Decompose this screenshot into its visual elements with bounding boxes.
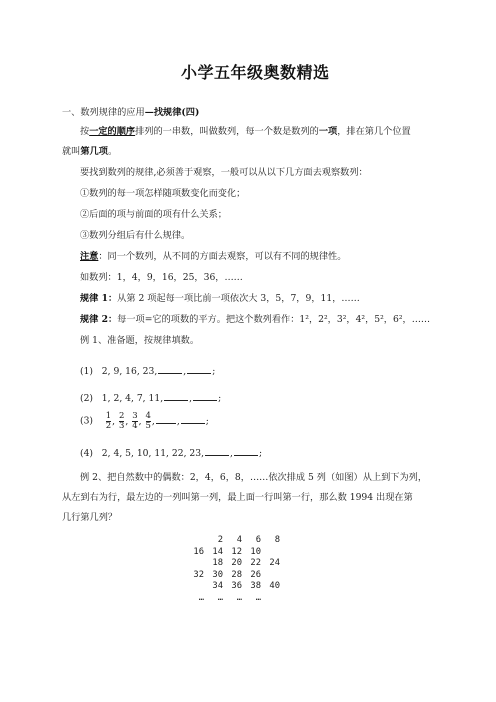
table-cell: … — [198, 592, 204, 603]
rule-2-text: 每一项=它的项数的平方。把这个数列看作：1²，2²，3²，4²，5²，6²，…… — [117, 314, 431, 325]
example-2-line-1: 例 2、把自然数中的偶数：2，4，6，8，……依次排成 5 列（如图）从上到下为列， — [80, 472, 428, 483]
exercise-number: (1) — [80, 366, 94, 377]
answer-blank[interactable] — [156, 414, 176, 424]
observation-item: ①数列的每一项怎样随项数变化而变化； — [80, 188, 246, 199]
example-2-line-2: 从左到右为行，最左边的一列叫第一列，最上面一行叫第一行，那么数 1994 出现在第 — [62, 492, 413, 503]
definition-term-item: 一项 — [318, 126, 338, 137]
table-row — [185, 558, 280, 570]
table-cell: 6 — [255, 535, 261, 545]
rule-2-label: 规律 2： — [80, 314, 118, 325]
table-cell: 28 — [231, 569, 242, 580]
definition-text: 。 — [107, 146, 118, 157]
fraction-denominator: 3 — [118, 421, 125, 431]
table-cell: 38 — [250, 581, 261, 591]
answer-blank[interactable] — [158, 364, 182, 374]
fraction-numerator: 2 — [118, 411, 125, 421]
observation-intro: 要找到数列的规律,必须善于观察，一般可以从以下几方面去观察数列： — [80, 167, 368, 178]
note-label: 注意 — [80, 251, 99, 262]
exercise-number: (3) — [80, 415, 94, 427]
answer-blank[interactable] — [181, 414, 205, 424]
table-cell: 8 — [274, 535, 280, 545]
table-cell: 18 — [212, 558, 223, 568]
table-cell: 36 — [231, 581, 242, 591]
table-cell: 34 — [212, 581, 223, 591]
fraction — [132, 412, 137, 431]
definition-text: 按 — [80, 126, 90, 137]
exercise-sequence: 2, 4, 5, 10, 11, 22, 23, — [101, 448, 205, 459]
exercise-number: (4) — [80, 448, 94, 459]
fraction-denominator: 2 — [105, 421, 112, 431]
note — [80, 251, 346, 263]
section-heading-bold: —找规律(四) — [144, 107, 200, 118]
table-cell: 14 — [212, 546, 223, 557]
table-row — [185, 581, 280, 593]
exercise-4: (4) 2, 4, 5, 10, 11, 22, 23, , ; — [80, 448, 263, 459]
table-row — [185, 547, 280, 559]
answer-blank[interactable] — [234, 446, 258, 456]
definition-line-1 — [80, 126, 411, 138]
table-cell: 22 — [250, 558, 261, 568]
observation-item: ②后面的项与前面的项有什么关系； — [80, 209, 227, 220]
example-sequence: 如数列：1，4，9，16，25，36，…… — [80, 272, 243, 283]
rule-1-text: 从第 2 项起每一项比前一项依次大 3，5，7，9，11，…… — [117, 293, 360, 304]
exercise-sequence: 2, 9, 16, 23, — [101, 366, 158, 377]
definition-text: 排列的一串数，叫做数列，每一个数是数列的 — [135, 126, 319, 137]
fraction — [119, 412, 124, 431]
table-cell: 16 — [193, 546, 204, 557]
table-cell: … — [217, 592, 223, 603]
table-cell: 24 — [269, 558, 280, 568]
fraction-numerator: 4 — [145, 411, 151, 421]
fraction — [106, 412, 111, 431]
rule-2 — [80, 314, 430, 326]
exercise-2: (2) 1, 2, 4, 7, 11, , ; — [80, 393, 222, 404]
definition-term-order: 一定的顺序 — [89, 126, 136, 137]
answer-blank[interactable] — [205, 446, 229, 456]
observation-item: ③数列分组后有什么规律。 — [80, 230, 191, 241]
table-row — [185, 535, 280, 547]
exercise-sequence: 1, 2, 4, 7, 11, — [101, 393, 164, 404]
exercise-number: (2) — [80, 393, 94, 404]
table-cell: 30 — [212, 569, 223, 580]
table-cell: 2 — [217, 535, 223, 545]
section-heading-prefix: 一、数列规律的应用 — [62, 107, 145, 118]
table-cell: … — [236, 592, 242, 603]
table-cell: … — [255, 592, 261, 603]
even-number-table — [185, 535, 280, 604]
table-cell: 26 — [250, 569, 261, 580]
section-heading — [62, 107, 199, 119]
table-cell: 4 — [236, 535, 242, 545]
table-cell: 20 — [231, 558, 242, 568]
answer-blank[interactable] — [193, 391, 217, 401]
answer-blank[interactable] — [164, 391, 188, 401]
fraction-denominator: 4 — [132, 421, 138, 431]
rule-1 — [80, 293, 360, 305]
answer-blank[interactable] — [187, 364, 211, 374]
fraction-denominator: 5 — [145, 421, 151, 431]
fraction-numerator: 1 — [105, 411, 112, 421]
definition-text: 就叫 — [62, 146, 81, 157]
table-row — [185, 593, 280, 605]
exercise-1: (1) 2, 9, 16, 23, , ; — [80, 366, 216, 377]
note-text: ：同一个数列，从不同的方面去观察，可以有不同的规律性。 — [98, 251, 347, 262]
definition-term-position: 第几项 — [80, 146, 108, 157]
table-row — [185, 570, 280, 582]
table-cell: 32 — [193, 569, 204, 580]
rule-1-label: 规律 1： — [80, 293, 118, 304]
example-1-prompt: 例 1、准备题，按规律填数。 — [80, 335, 200, 346]
fraction-numerator: 3 — [132, 411, 138, 421]
exercise-3: (3) $\frac{1}{2}$ , $\frac{2}{3}$ , $\frac{3}{4}$ , $\frac{4}{5}$ , , ; — [80, 411, 209, 431]
fraction — [146, 412, 151, 431]
definition-text: ，排在第几个位置 — [337, 126, 411, 137]
table-cell: 40 — [269, 581, 280, 591]
page-title: 小学五年级奥数精选 — [181, 63, 330, 82]
example-2-line-3: 几行第几列？ — [62, 512, 118, 523]
table-cell: 10 — [250, 546, 261, 557]
table-cell: 12 — [231, 546, 242, 557]
definition-line-2 — [62, 146, 117, 158]
